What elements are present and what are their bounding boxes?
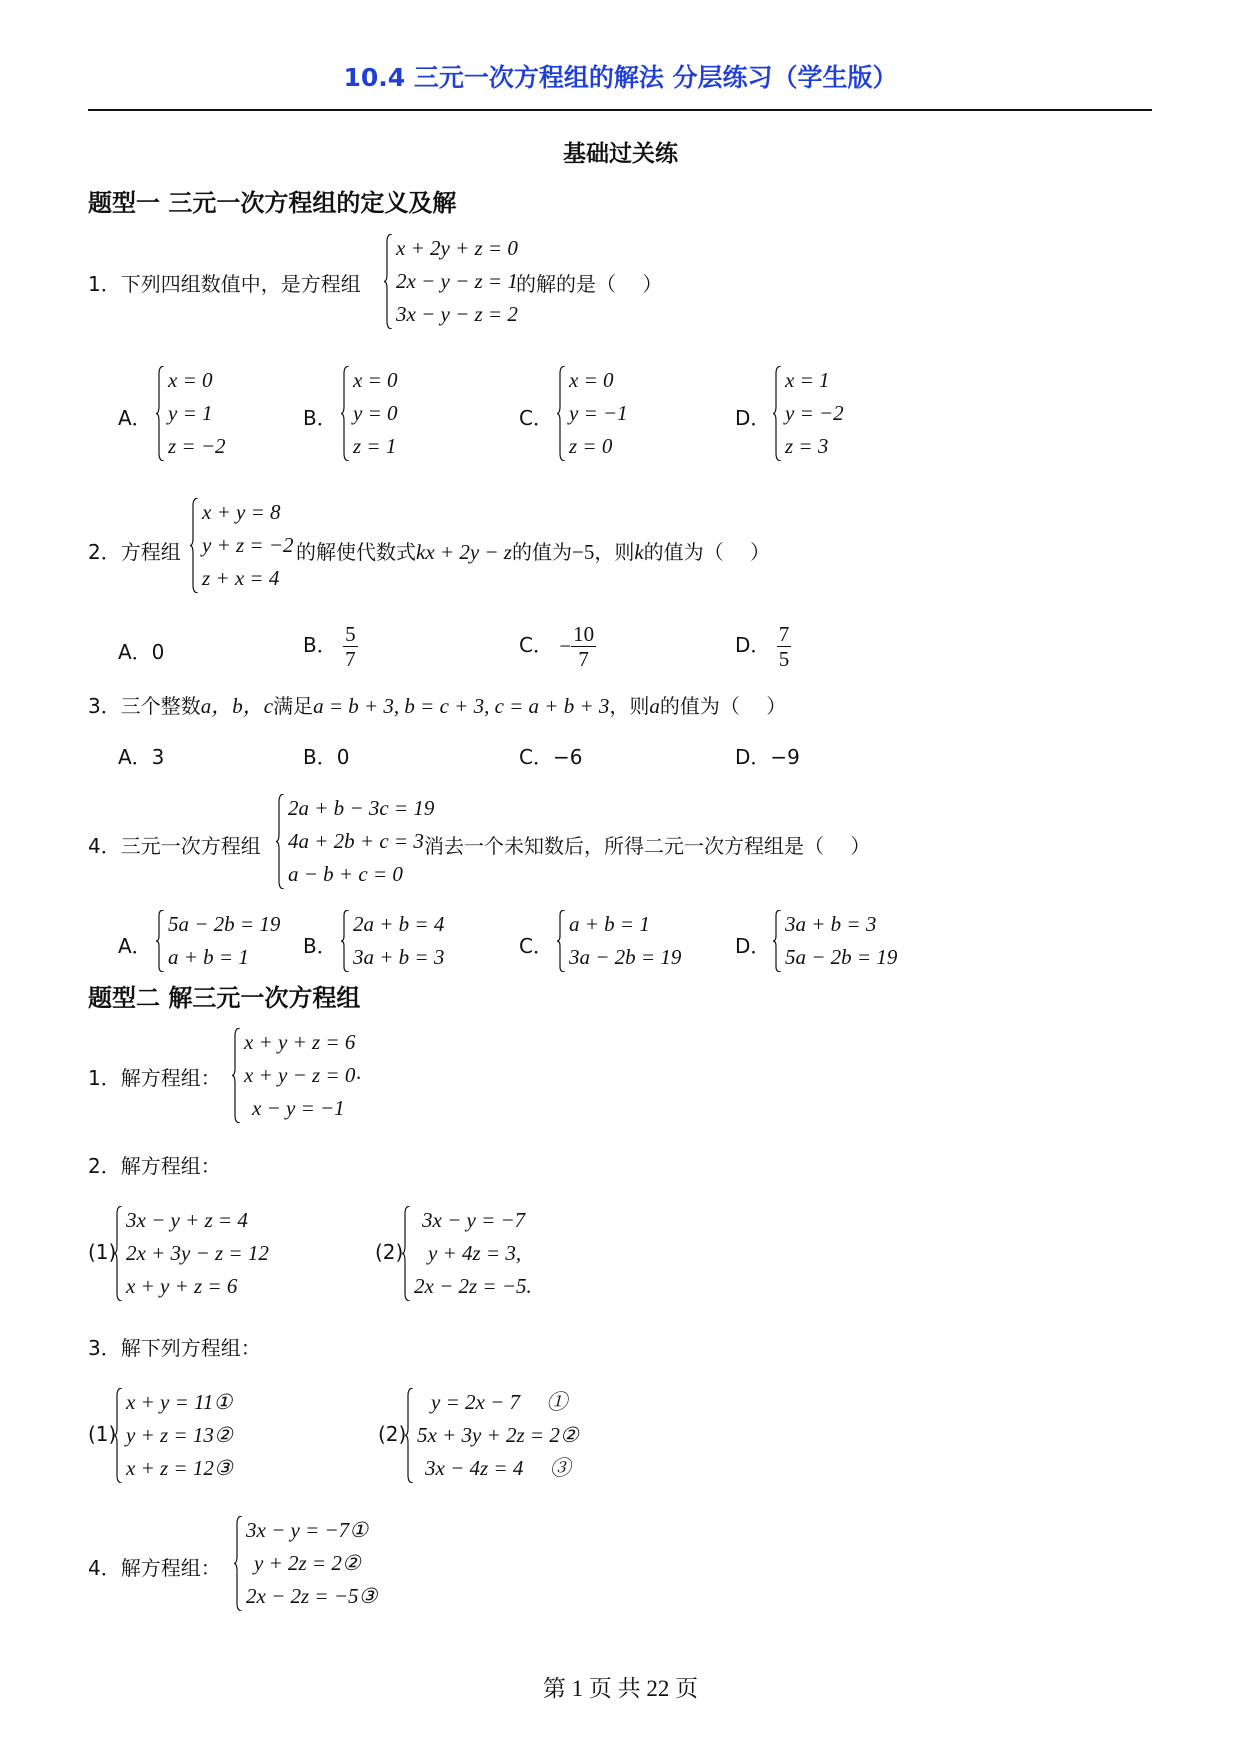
p3-sub2-system xyxy=(405,1386,579,1485)
q4-eq3: a − b + c = 0 xyxy=(288,862,403,886)
q3-condition: a = b + 3, b = c + 3, c = a + b + 3 xyxy=(313,694,610,718)
p2-sub1-eq3: x + y + z = 6 xyxy=(126,1274,238,1298)
q1-eq1: x + 2y + z = 0 xyxy=(396,236,518,260)
q4-option-a-system xyxy=(156,908,280,974)
fraction-denominator: 7 xyxy=(345,647,356,671)
q4-option-c-system xyxy=(557,908,681,974)
q2-option-c-fraction xyxy=(571,622,596,671)
q4-prefix: 4．三元一次方程组 xyxy=(88,834,261,858)
q4-option-b-row: 3a + b = 3 xyxy=(353,945,445,969)
p3-sub1-system xyxy=(114,1386,233,1485)
q1-option-c-row: y = −1 xyxy=(569,401,628,425)
q1-option-a-row: z = −2 xyxy=(168,434,226,458)
q3-option-a: A．3 xyxy=(118,745,165,769)
p2-sub1-system xyxy=(114,1204,269,1303)
q4-option-a-row: a + b = 1 xyxy=(168,945,249,969)
p3-sub1-label: (1) xyxy=(88,1422,117,1446)
q2-text-c: ，则 xyxy=(594,540,635,564)
section-heading: 基础过关练 xyxy=(563,141,678,167)
q1-option-d-row: x = 1 xyxy=(785,368,830,392)
fraction-numerator: 10 xyxy=(573,622,595,646)
p1-prefix: 1．解方程组： xyxy=(88,1066,221,1090)
p2-sub2-eq1: 3x − y = −7 xyxy=(422,1208,526,1232)
p3-sub1-eq2: y + z = 13② xyxy=(126,1423,233,1447)
q1-option-d-row: z = 3 xyxy=(785,434,829,458)
q4-option-a-row: 5a − 2b = 19 xyxy=(168,912,281,936)
brace-icon xyxy=(773,910,781,972)
q3-option-c: C．−6 xyxy=(519,745,583,769)
q1-option-a-label: A． xyxy=(118,406,152,430)
q2-option-b-label: B． xyxy=(303,633,337,657)
q4-option-b-system xyxy=(341,908,444,974)
brace-icon xyxy=(114,1206,122,1301)
type2-heading: 题型二 解三元一次方程组 xyxy=(88,984,361,1012)
q4-option-c-row: a + b = 1 xyxy=(569,912,650,936)
p3-sub2-eq3: 3x − 4z = 4 ③ xyxy=(425,1456,571,1480)
p2-sub2-label: (2) xyxy=(375,1240,404,1264)
p4-eq3: 2x − 2z = −5③ xyxy=(246,1584,378,1608)
q1-eq3: 3x − y − z = 2 xyxy=(396,302,518,326)
q3-suffix: 的值为（ ） xyxy=(659,694,787,718)
q1-option-b-row: y = 0 xyxy=(353,401,398,425)
q4-system xyxy=(276,792,434,891)
title-main: 10.4 三元一次方程组的解法 分层练习 xyxy=(343,63,773,92)
q1-option-c-row: z = 0 xyxy=(569,434,613,458)
p2-sub1-eq1: 3x − y + z = 4 xyxy=(126,1208,248,1232)
q4-option-c-label: C． xyxy=(519,934,553,958)
brace-icon xyxy=(232,1028,240,1123)
q2-eq1: x + y = 8 xyxy=(202,500,281,524)
p1-eq2: x + y − z = 0 xyxy=(244,1063,356,1087)
q1-eq2: 2x − y − z = 1 xyxy=(396,269,518,293)
q1-option-a-row: x = 0 xyxy=(168,368,213,392)
q1-option-c-system xyxy=(557,364,628,463)
q2-var: k xyxy=(634,540,644,564)
q4-eq2: 4a + 2b + c = 3 xyxy=(288,829,424,853)
p4-prefix: 4．解方程组： xyxy=(88,1556,221,1580)
brace-icon xyxy=(402,1206,410,1301)
q1-option-d-system xyxy=(773,364,844,463)
p1-system xyxy=(232,1026,355,1125)
p4-eq2: y + 2z = 2② xyxy=(254,1551,361,1575)
p1-eq1: x + y + z = 6 xyxy=(244,1030,356,1054)
q2-text xyxy=(296,536,770,565)
p3-sub2-label: (2) xyxy=(378,1422,407,1446)
brace-icon xyxy=(276,794,284,889)
type1-heading: 题型一 三元一次方程组的定义及解 xyxy=(88,189,457,217)
brace-icon xyxy=(557,910,565,972)
q3-mid: 满足 xyxy=(273,694,314,718)
q2-option-a: A．0 xyxy=(118,640,165,664)
q1-option-d-label: D． xyxy=(735,406,771,430)
page-footer: 第 1 页 共 22 页 xyxy=(542,1676,699,1701)
q4-option-a-label: A． xyxy=(118,934,152,958)
q4-suffix: 消去一个未知数后，所得二元一次方程组是（ ） xyxy=(424,834,871,858)
q2-option-c xyxy=(519,622,596,671)
brace-icon xyxy=(341,366,349,461)
p2-sub2-system xyxy=(402,1204,532,1303)
q4-option-c-row: 3a − 2b = 19 xyxy=(569,945,682,969)
q1-option-d-row: y = −2 xyxy=(785,401,844,425)
q2-option-d xyxy=(735,622,791,671)
fraction-denominator: 5 xyxy=(778,647,790,671)
q2-prefix: 2．方程组 xyxy=(88,540,181,564)
brace-icon xyxy=(114,1388,122,1483)
p4-system xyxy=(234,1514,377,1613)
q2-option-c-sign: − xyxy=(559,634,572,658)
p1-suffix: . xyxy=(356,1060,362,1084)
q2-expression: kx + 2y − z xyxy=(416,540,512,564)
brace-icon xyxy=(156,366,164,461)
fraction-numerator: 7 xyxy=(778,622,790,646)
q2-text-b: 的值为 xyxy=(511,540,572,564)
p2-sub1-eq2: 2x + 3y − z = 12 xyxy=(126,1241,269,1265)
brace-icon xyxy=(405,1388,413,1483)
q1-option-b-row: x = 0 xyxy=(353,368,398,392)
q4-option-d-row: 5a − 2b = 19 xyxy=(785,945,898,969)
p3-sub1-eq1: x + y = 11① xyxy=(126,1390,233,1414)
brace-icon xyxy=(773,366,781,461)
p2-sub2-eq2: y + 4z = 3, xyxy=(428,1241,522,1265)
q1-option-a-row: y = 1 xyxy=(168,401,213,425)
brace-icon xyxy=(384,234,392,329)
q2-eq2: y + z = −2 xyxy=(202,533,294,557)
q4-option-d-row: 3a + b = 3 xyxy=(785,912,877,936)
q4-option-b-label: B． xyxy=(303,934,337,958)
q2-text-a: 的解使代数式 xyxy=(296,540,416,564)
q3-option-d: D．−9 xyxy=(735,745,800,769)
p3-sub2-eq2: 5x + 3y + 2z = 2② xyxy=(417,1423,579,1447)
p3-sub1-eq3: x + z = 12③ xyxy=(126,1456,233,1480)
q4-option-b-row: 2a + b = 4 xyxy=(353,912,445,936)
p2-prefix: 2．解方程组： xyxy=(88,1154,221,1178)
q3-option-b: B．0 xyxy=(303,745,350,769)
q3-vars: a，b，c xyxy=(200,694,274,718)
brace-icon xyxy=(341,910,349,972)
q4-option-d-label: D． xyxy=(735,934,771,958)
p3-prefix: 3．解下列方程组： xyxy=(88,1336,261,1360)
document-title xyxy=(0,58,1241,94)
q3-text xyxy=(88,690,786,720)
brace-icon xyxy=(190,498,198,593)
p2-sub2-eq3: 2x − 2z = −5. xyxy=(414,1274,532,1298)
q3-var: a xyxy=(649,694,660,718)
q2-system xyxy=(190,496,294,595)
q3-prefix: 3．三个整数 xyxy=(88,694,201,718)
q1-option-c-row: x = 0 xyxy=(569,368,614,392)
q1-suffix: 的解的是（ ） xyxy=(516,272,663,296)
fraction-denominator: 7 xyxy=(578,647,589,671)
q4-option-d-system xyxy=(773,908,897,974)
q1-option-c-label: C． xyxy=(519,406,553,430)
q1-option-b-system xyxy=(341,364,398,463)
q2-option-c-label: C． xyxy=(519,633,553,657)
fraction-numerator: 5 xyxy=(345,622,356,646)
brace-icon xyxy=(557,366,565,461)
title-edition: （学生版） xyxy=(772,63,898,92)
q2-eq3: z + x = 4 xyxy=(202,566,280,590)
p4-eq1: 3x − y = −7① xyxy=(246,1518,368,1542)
q2-text-d: 的值为（ ） xyxy=(643,540,771,564)
q2-value: −5 xyxy=(571,540,595,564)
brace-icon xyxy=(156,910,164,972)
q1-prefix: 1．下列四组数值中，是方程组 xyxy=(88,272,361,296)
p2-sub1-label: (1) xyxy=(88,1240,117,1264)
q1-option-a-system xyxy=(156,364,226,463)
q2-option-b-fraction xyxy=(343,622,358,671)
q1-option-b-row: z = 1 xyxy=(353,434,397,458)
q2-option-d-fraction xyxy=(777,622,792,671)
q1-option-b-label: B． xyxy=(303,406,337,430)
p1-eq3: x − y = −1 xyxy=(252,1096,345,1120)
q2-option-d-label: D． xyxy=(735,633,771,657)
header-rule xyxy=(88,109,1152,111)
q4-eq1: 2a + b − 3c = 19 xyxy=(288,796,435,820)
q1-system xyxy=(384,232,518,331)
q3-mid2: ，则 xyxy=(609,694,650,718)
q2-option-b xyxy=(303,622,358,671)
brace-icon xyxy=(234,1516,242,1611)
p3-sub2-eq1: y = 2x − 7 ① xyxy=(431,1390,568,1414)
